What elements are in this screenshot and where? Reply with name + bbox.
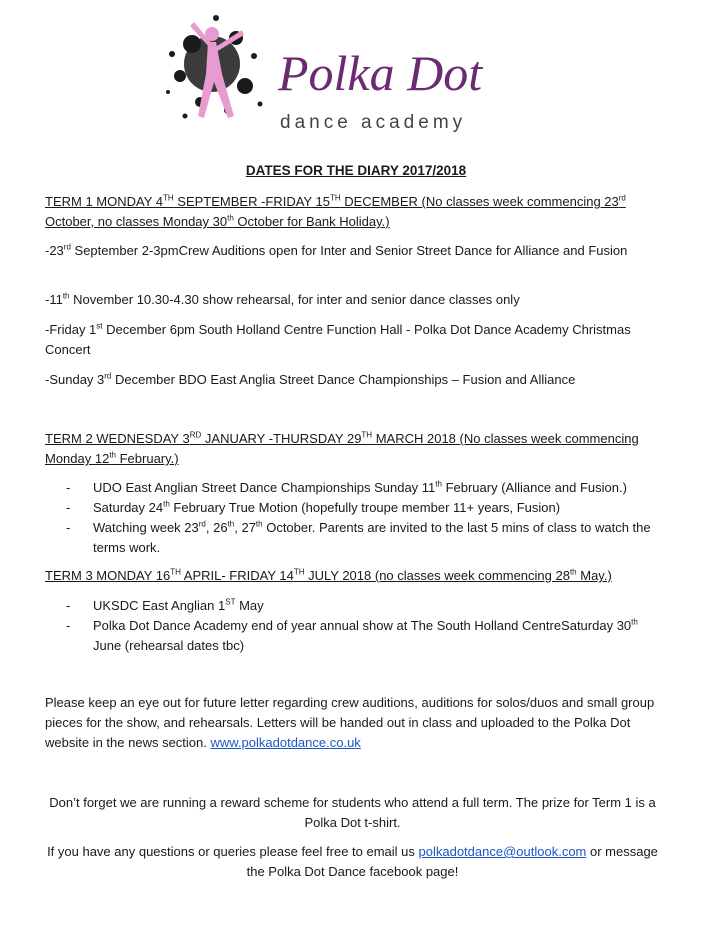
list-item: - Watching week 23rd, 26th, 27th October. Parents are invited to the last 5 mins of class to watch the terms work. — [66, 519, 651, 555]
logo-name: Polka Dot — [278, 45, 483, 101]
list-item: - UKSDC East Anglian 1ST May — [66, 597, 264, 613]
term2-list — [66, 478, 656, 558]
reward-paragraph: Don’t forget we are running a reward scheme for students who attend a full term. The prize for Term 1 is a Polka Dot t-shirt. — [49, 795, 656, 830]
term1-item: -Sunday 3rd December BDO East Anglia Street Dance Championships – Fusion and Alliance — [45, 371, 576, 387]
term2-heading: TERM 2 WEDNESDAY 3RD JANUARY -THURSDAY 29TH MARCH 2018 (No classes week commencing Monday 12th February.) — [45, 430, 639, 466]
term1-heading: TERM 1 MONDAY 4TH SEPTEMBER -FRIDAY 15TH DECEMBER (No classes week commencing 23rd October, no classes Monday 30th October for Bank Holiday.) — [45, 193, 626, 229]
list-item: - Saturday 24th February True Motion (hopefully troupe member 11+ years, Fusion) — [66, 499, 561, 515]
term1-item: -23rd September 2-3pmCrew Auditions open for Inter and Senior Street Dance for Alliance and Fusion — [45, 242, 628, 258]
term1-item: -Friday 1st December 6pm South Holland Centre Function Hall - Polka Dot Dance Academy Christmas Concert — [45, 321, 631, 357]
dancer-splash-icon — [150, 4, 530, 136]
list-item: - UDO East Anglian Street Dance Championships Sunday 11th February (Alliance and Fusion.) — [66, 479, 627, 495]
logo-subtitle: dance academy — [280, 112, 467, 133]
website-link[interactable]: www.polkadotdance.co.uk — [210, 735, 361, 750]
term3-heading: TERM 3 MONDAY 16TH APRIL- FRIDAY 14TH JULY 2018 (no classes week commencing 28th May.) — [45, 567, 612, 583]
term3-list — [66, 596, 656, 656]
academy-logo — [150, 4, 530, 136]
list-item: - Polka Dot Dance Academy end of year annual show at The South Holland CentreSaturday 30th June (rehearsal dates tbc) — [66, 617, 638, 653]
term1-item: -11th November 10.30-4.30 show rehearsal, for inter and senior dance classes only — [45, 291, 520, 307]
page-title: DATES FOR THE DIARY 2017/2018 — [245, 163, 467, 178]
notice-paragraph: Please keep an eye out for future letter regarding crew auditions, auditions for solos/duos and small group pieces for the show, and rehearsals. Letters will be handed out in class and uploaded to the Polka Dot website in the news section. www.polkadotdance.co.uk — [45, 695, 655, 750]
email-link[interactable]: polkadotdance@outlook.com — [418, 844, 587, 859]
contact-paragraph: If you have any questions or queries please feel free to email us polkadotdance@outlook.com or message the Polka Dot Dance facebook page! — [47, 844, 658, 879]
